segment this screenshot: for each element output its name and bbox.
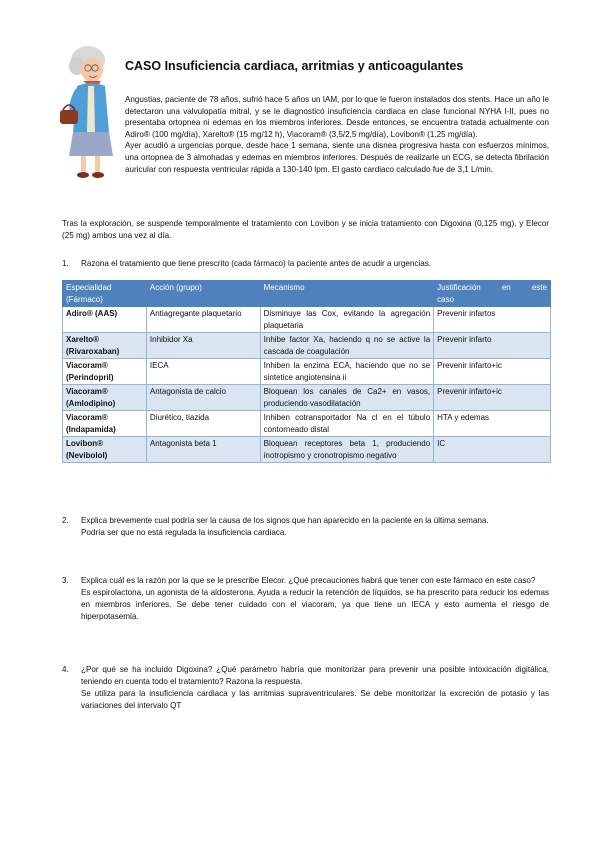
cell-action: Inhibidor Xa [146, 333, 260, 359]
cell-mechanism: Disminuye las Cox, evitando la agregación plaquetaria [260, 307, 434, 333]
followup-paragraph: Tras la exploración, se suspende temporalmente el tratamiento con Lovibon y se inicia tratamiento con Digoxina (0,125 mg), y Elecor (25 mg) ambos una vez al día. [62, 219, 549, 240]
table-row [63, 333, 551, 359]
cell-drug: Viacoram® (Perindopril) [63, 359, 147, 385]
cell-action: Antagonista de calcio [146, 385, 260, 411]
intro-paragraph: Angustias, paciente de 78 años, sufrió hace 5 años un IAM, por lo que le fueron instalados dos stents. Hace un año le detectaron una valvulopatía mitral, y se le diagnosticó insuficiencia cardiaca en clase funcional NYHA I-II, pues no presentaba ortopnea ni edemas en los miembros inferiores. Desde entonces, se encuentra tratada actualmente con Adiro® (100 mg/día), Xarelto® (15 mg/12 h), Viacoram® (3,5/2,5 mg/día), Lovibon® (1,25 mg/día). [125, 95, 549, 139]
question-number: 2. [62, 516, 69, 525]
table-row [63, 307, 551, 333]
question-3 [62, 575, 549, 623]
question-text: ¿Por qué se ha incluido Digoxina? ¿Qué parámetro habría que monitorizar para prevenir una posible intoxicación digitálica, teniendo en cuenta todo el tratamiento? Razona la respuesta. [81, 665, 549, 686]
cell-action: Antiagregante plaquetario [146, 307, 260, 333]
answer-text: Es espirolactona, un agonista de la aldosterona. Ayuda a reducir la retención de líquidos, se ha prescrito para reducir los edemas en miembros inferiores. Se debe tener cuidado con el viacoram, ya que tiene un IECA y esto aumenta el riesgo de hiperpotasemia. [81, 588, 549, 621]
question-text: Razona el tratamiento que tiene prescrito (cada fármaco) la paciente antes de acudir a urgencias. [81, 259, 432, 268]
question-number: 1. [62, 259, 69, 268]
question-number: 4. [62, 665, 69, 674]
cell-justification: Prevenir infarto+ic [434, 359, 551, 385]
header-mechanism: Mecanismo [260, 281, 434, 307]
cell-mechanism: Inhiben cotransportador Na cl en el túbulo contorneado distal [260, 411, 434, 437]
header-action: Acción (grupo) [146, 281, 260, 307]
cell-drug: Xarelto® (Rivaroxaban) [63, 333, 147, 359]
cell-drug: Viacoram® (Indapamida) [63, 411, 147, 437]
question-1 [62, 258, 549, 270]
table-row [63, 359, 551, 385]
cell-drug: Viacoram® (Amlodipino) [63, 385, 147, 411]
case-followup [62, 218, 549, 241]
cell-mechanism: Inhibe factor Xa, haciendo q no se active la cascada de coagulación [260, 333, 434, 359]
table-row [63, 437, 551, 463]
question-text: Explica cuál es la razón por la que se le prescribe Elecor. ¿Qué precauciones habrá que tener con este fármaco en este caso? [81, 576, 536, 585]
answer-text: Se utiliza para la insuficiencia cardiaca y las arritmias supraventriculares. Se debe monitorizar la excreción de potasio y las variaciones del intervalo QT [81, 689, 549, 710]
question-text: Explica brevemente cual podría ser la causa de los signos que han aparecido en la paciente en la última semana. [81, 516, 489, 525]
question-4 [62, 664, 549, 712]
treatment-table [62, 280, 551, 463]
table-row [63, 411, 551, 437]
case-intro [125, 94, 549, 175]
case-title: CASO Insuficiencia cardiaca, arritmias y anticoagulantes [125, 59, 464, 73]
cell-drug: Lovibon® (Nevibolol) [63, 437, 147, 463]
header-justification: Justificación en este caso [434, 281, 551, 307]
table-header-row [63, 281, 551, 307]
cell-action: IECA [146, 359, 260, 385]
header-drug: Especialidad (Fármaco) [63, 281, 147, 307]
cell-mechanism: Bloquean los canales de Ca2+ en vasos, produciendo vasodilatación [260, 385, 434, 411]
cell-mechanism: Bloquean receptores beta 1, produciendo inotropismo y cronotropismo negativo [260, 437, 434, 463]
cell-justification: IC [434, 437, 551, 463]
cell-drug: Adiro® (AAS) [63, 307, 147, 333]
cell-action: Diurético, tiazida [146, 411, 260, 437]
question-number: 3. [62, 576, 69, 585]
answer-text: Podría ser que no está regulada la insuficiencia cardiaca. [81, 528, 287, 537]
question-2 [62, 515, 549, 539]
table-row [63, 385, 551, 411]
intro-paragraph: Ayer acudió a urgencias porque, desde hace 1 semana, siente una disnea progresiva hasta con esfuerzos mínimos, una ortopnea de 3 almohadas y edemas en miembros inferiores. Después de realizarle un ECG, se detecta fibrilación auricular con respuesta ventricular rápida a 130-140 lpm. El gasto cardiaco calculado fue de 3,1 L/min. [125, 141, 549, 174]
cell-justification: HTA y edemas [434, 411, 551, 437]
cell-mechanism: Inhiben la enzima ECA, haciendo que no se sintetice angiotensina ii [260, 359, 434, 385]
cell-justification: Prevenir infarto [434, 333, 551, 359]
cell-action: Antagonista beta 1 [146, 437, 260, 463]
cell-justification: Prevenir infartos [434, 307, 551, 333]
elderly-woman-illustration [55, 44, 125, 184]
cell-justification: Prevenir infarto+ic [434, 385, 551, 411]
